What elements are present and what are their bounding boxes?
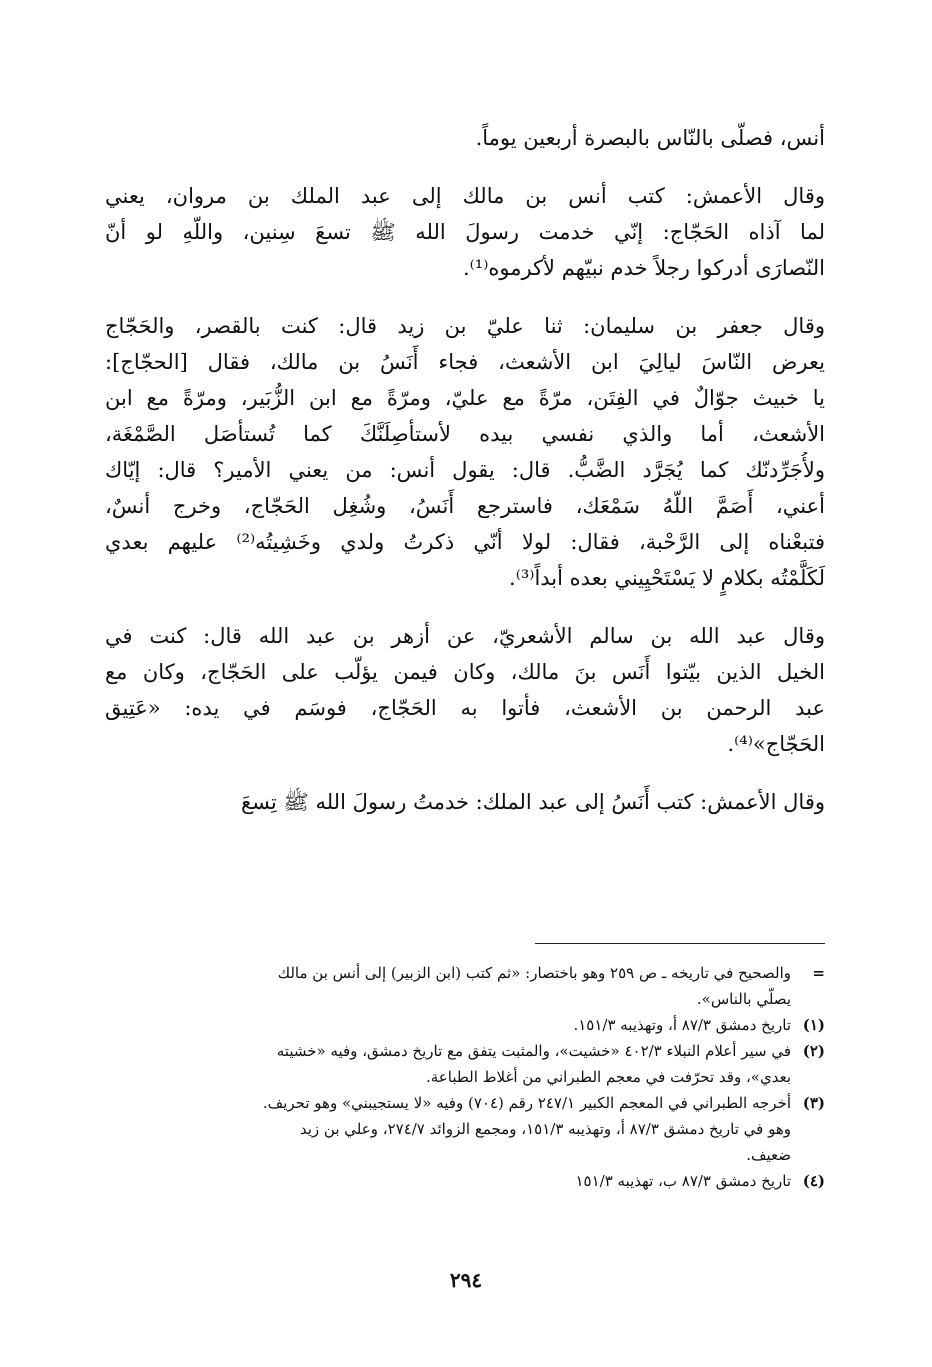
paragraph [105,618,825,762]
paragraph-gap [105,156,825,178]
footnote-text [105,1168,791,1194]
paragraph-gap [105,596,825,618]
footnote-divider [535,943,825,944]
footnote-line: في سير أعلام النبلاء ٤٠٢/٣ «خشيت»، والمثبت يتفق مع تاريخ دمشق، وفيه «خشيته [276,1042,791,1060]
text-line: الحَجّاج»⁽⁴⁾. [727,732,825,756]
text-line: لما آذاه الحَجّاج: إنّي خدمت رسولَ الله ﷺ تسعَ سِنين، واللّهِ لو أنّ [105,220,825,244]
text-line: أعني، أَصَمَّ اللّهُ سَمْعَك، فاسترجع أَنَسُ، وشُغِل الحَجّاج، وخرج أنسٌ، [105,494,825,518]
footnote-text [105,1038,791,1090]
footnote [105,960,825,1012]
footnote-number: (٤) [802,1172,825,1190]
page-number: ٢٩٤ [449,1268,483,1292]
text-line: الخيل الذين بيّتوا أَنَس بنَ مالك، وكان فيمن يؤلّب على الحَجّاج، وكان مع [105,660,825,684]
text-line: وقال عبد الله بن سالم الأشعريّ، عن أزهر بن عبد الله قال: كنت في [105,624,825,648]
footnote-line: ضعيف. [746,1146,791,1164]
text-line: ولأُجَرِّدنّك كما يُجَرَّد الضَّبُّ. قال: يقول أنس: من يعني الأمير؟ قال: إيّاك [105,458,825,482]
text-line: لَكَلَّمْتُه بكلامٍ لا يَسْتَحْيِيني بعده أبداً⁽³⁾. [509,566,825,590]
footnotes [105,960,825,1194]
main-text [105,120,825,820]
footnote-number: (٢) [802,1042,825,1060]
text-line: وقال الأعمش: كتب أنس بن مالك إلى عبد الملك بن مروان، يعني [105,184,825,208]
text-line: يا خبيث جوّالٌ في الفِتَن، مرّةً مع عليّ، ومرّةً مع ابن الزُّبَير، ومرّةً مع ابن [105,386,825,410]
paragraph-gap [105,286,825,308]
footnote-line: يصلّي بالناس». [696,990,791,1008]
footnote-text [105,960,791,1012]
footnote-text [105,1012,791,1038]
footnote-line: بعدي»، وقد تحرّفت في معجم الطبراني من أغلاط الطباعة. [426,1068,791,1086]
text-line: يعرض النّاسَ ليالِيَ ابن الأشعث، فجاء أَنَسُ بن مالك، فقال [الحجّاج]: [105,350,825,374]
footnote-number: (٣) [802,1094,825,1112]
text-line: عبد الرحمن بن الأشعث، فأتوا به الحَجّاج، فوسَم في يده: «عَتِيق [105,696,825,720]
text-line: الأشعث، أما والذي نفسي بيده لأستأصِلَنَّكَ كما تُستأصَل الصَّمْغَة، [105,422,825,446]
footnote-line: وهو في تاريخ دمشق ٨٧/٣ أ، وتهذيبه ١٥١/٣، ومجمع الزوائد ٢٧٤/٧، وعلي بن زيد [299,1120,791,1138]
footnote [105,1090,825,1168]
footnote [105,1038,825,1090]
footnote-line: تاريخ دمشق ٨٧/٣ أ، وتهذيبه ١٥١/٣. [573,1016,791,1034]
text-line: النّصارَى أدركوا رجلاً خدم نبيّهم لأكرموه⁽¹⁾. [462,256,825,280]
footnote [105,1012,825,1038]
footnote-number: (١) [802,1016,825,1034]
paragraph-gap [105,762,825,784]
paragraph [105,784,825,820]
text-line: أنس، فصلّى بالنّاس بالبصرة أربعين يوماً. [475,126,825,150]
paragraph [105,120,825,156]
paragraph [105,178,825,286]
footnote-text [105,1090,791,1168]
text-line: فتبعْناه إلى الرَّحْبة، فقال: لولا أنّي ذكرتُ ولدي وخَشِيتُه⁽²⁾ عليهم بعدي [105,530,825,554]
text-line: وقال جعفر بن سليمان: ثنا عليّ بن زيد قال: كنت بالقصر، والحَجّاج [105,314,825,338]
footnote-line: والصحيح في تاريخه ـ ص ٢٥٩ وهو باختصار: «ثم كتب (ابن الزبير) إلى أنس بن مالك [277,964,791,982]
footnote [105,1168,825,1194]
footnote-line: تاريخ دمشق ٨٧/٣ ب، تهذيبه ١٥١/٣ [575,1172,791,1190]
footnote-line: أخرجه الطبراني في المعجم الكبير ٢٤٧/١ رقم (٧٠٤) وفيه «لا يستجيبني» وهو تحريف. [262,1094,791,1112]
paragraph [105,308,825,596]
footnote-number: = [812,964,825,982]
text-line: وقال الأعمش: كتب أَنَسُ إلى عبد الملك: خدمتُ رسولَ الله ﷺ تِسعَ [240,790,825,814]
